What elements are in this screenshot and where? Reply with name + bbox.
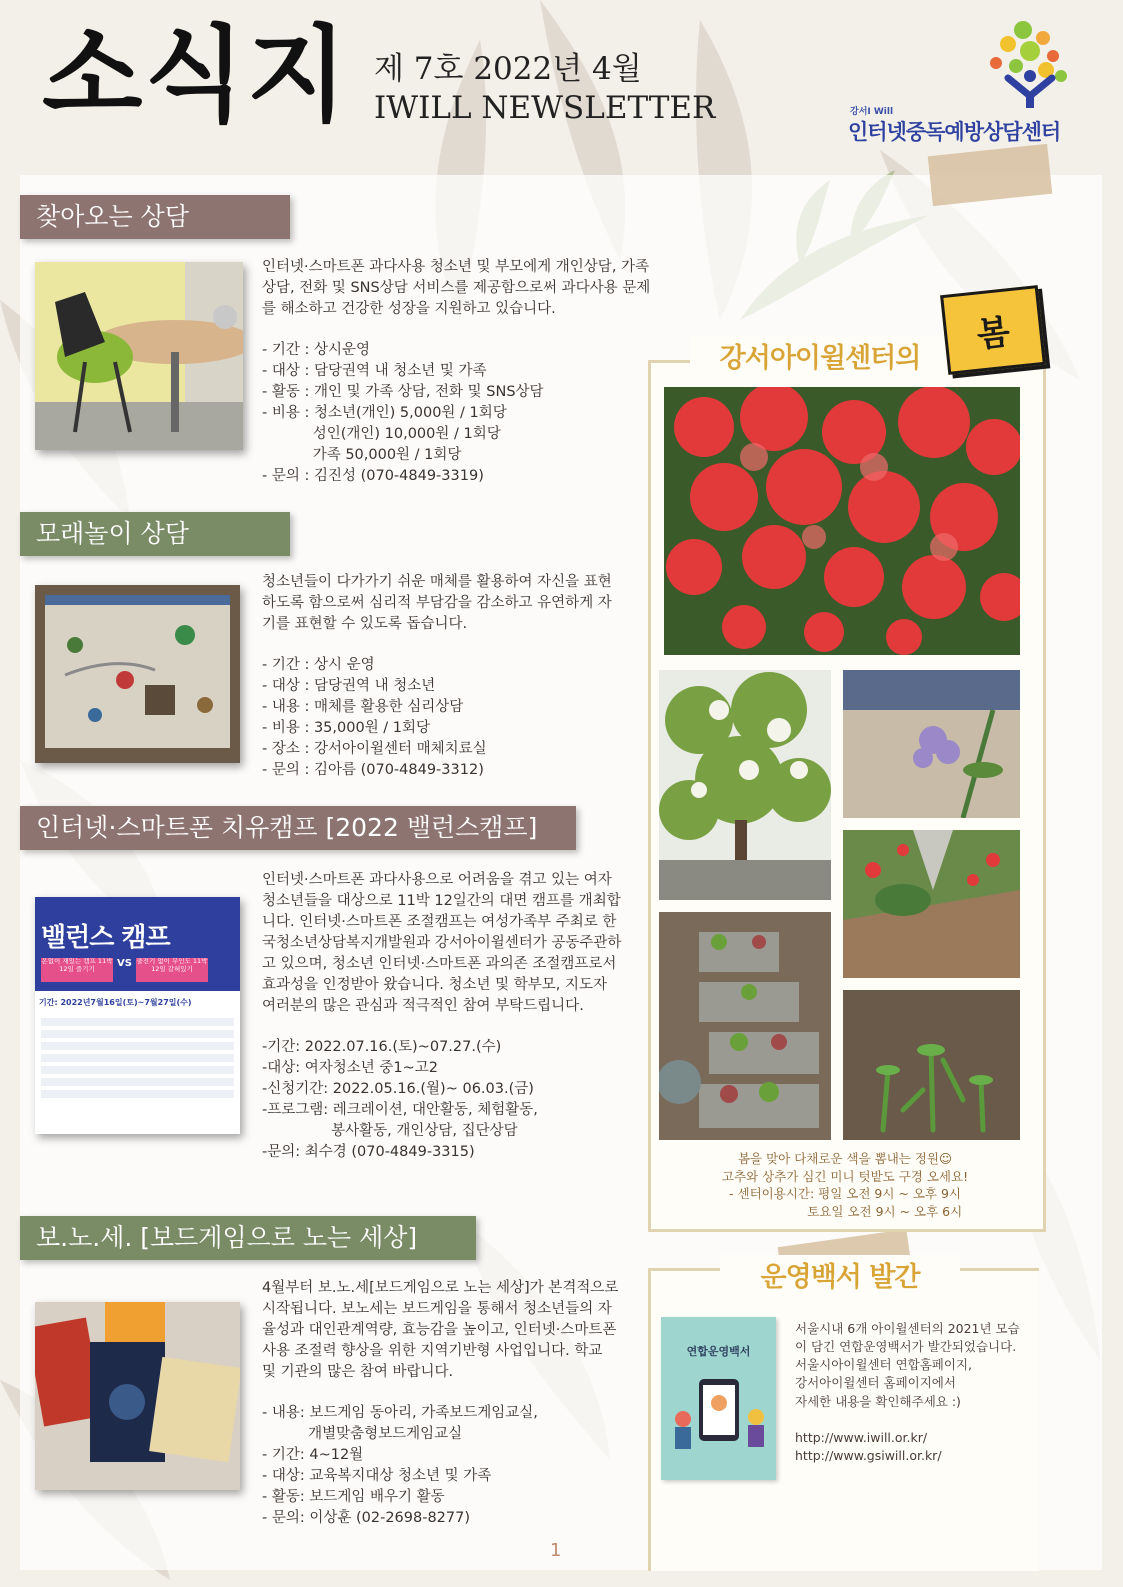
detail-line: - 문의 : 김아름 (070-4849-3312) xyxy=(262,762,484,779)
caption-line: - 센터이용시간: 평일 오전 9시 ~ 오후 9시 xyxy=(729,1186,961,1201)
detail-line: - 활동 : 개인 및 가족 상담, 전화 및 SNS상담 xyxy=(262,384,544,401)
caption-line: 봄을 맞아 다채로운 색을 뽐내는 정원☺ xyxy=(737,1151,953,1166)
whitepaper-cover-illustration xyxy=(661,1359,776,1469)
section-heading-sandplay: 모래놀이 상담 xyxy=(20,512,290,556)
detail-line: -문의: 최수경 (070-4849-3315) xyxy=(262,1144,475,1161)
detail-line: - 대상: 교육복지대상 청소년 및 가족 xyxy=(262,1468,492,1485)
logo-small-text: 강서I Will xyxy=(850,107,894,117)
detail-line: - 문의 : 김진성 (070-4849-3319) xyxy=(262,468,484,485)
whitepaper-cover-title: 연합운영백서 xyxy=(686,1345,751,1358)
board-game-photo xyxy=(35,1302,240,1490)
issue-number: 제 7호 2022년 4월 xyxy=(374,51,642,87)
detail-line: - 활동: 보드게임 배우기 활동 xyxy=(262,1489,445,1506)
whitepaper-line: 강서아이윌센터 홈페이지에서 xyxy=(795,1375,956,1391)
whitepaper-title: 운영백서 발간 xyxy=(720,1255,960,1294)
caption-line: 토요일 오전 9시 ~ 오후 6시 xyxy=(727,1203,963,1219)
detail-line: - 기간 : 상시운영 xyxy=(262,342,370,359)
section-sandplay-body xyxy=(262,572,612,781)
detail-line: - 내용: 보드게임 동아리, 가족보드게임교실, xyxy=(262,1405,538,1422)
iwill-link[interactable]: http://www.iwill.or.kr/ xyxy=(795,1429,928,1445)
section-heading-visit-counseling: 찾아오는 상담 xyxy=(20,195,290,239)
section-intro: 4월부터 보.노.세[보드게임으로 노는 세상]가 본격적으로 시작됩니다. 보노세는 보드게임을 통해서 청소년들의 자율성과 대인관계역량, 효능감을 높이고, 인터넷·스마트폰 사용 조절력 향상을 위한 지역기반형 사업입니다. 학교 및 기관의 많은 참여 바랍니다. xyxy=(262,1280,619,1381)
section-heading-balance-camp: 인터넷·스마트폰 치유캠프 [2022 밸런스캠프] xyxy=(20,806,576,850)
center-logo xyxy=(848,18,1080,143)
whitepaper-line: 서울시아이윌센터 연합홈페이지, xyxy=(795,1357,972,1373)
logo-mark-icon xyxy=(848,18,1080,108)
poster-detail-rows xyxy=(35,1018,240,1098)
gsiwill-link[interactable]: http://www.gsiwill.or.kr/ xyxy=(795,1447,942,1463)
poster-vs: VS xyxy=(117,958,132,969)
detail-line: 가족 50,000원 / 1회당 xyxy=(262,447,462,464)
newsletter-subtitle: IWILL NEWSLETTER xyxy=(374,89,716,126)
detail-line: - 대상 : 담당권역 내 청소년 xyxy=(262,678,436,695)
vegetable-planters-photo xyxy=(659,912,831,1140)
lilac-photo xyxy=(843,670,1020,818)
poster-left-badge: 온없이 재있는 캠프 11박12일 즐기기 xyxy=(41,958,113,982)
detail-line: - 비용 : 35,000원 / 1회당 xyxy=(262,720,431,737)
detail-line: - 기간: 4~12월 xyxy=(262,1447,364,1464)
spring-badge: 봄 xyxy=(940,285,1046,375)
whitepaper-cover xyxy=(661,1317,776,1480)
pepper-seedlings-photo xyxy=(843,990,1020,1140)
whitepaper-line: 자세한 내용을 확인해주세요 :) xyxy=(795,1393,961,1409)
azalea-photo xyxy=(664,387,1020,655)
detail-line: - 대상 : 담당권역 내 청소년 및 가족 xyxy=(262,363,487,380)
page-number: 1 xyxy=(550,1540,562,1561)
issue-info xyxy=(374,50,715,128)
detail-line: -기간: 2022.07.16.(토)~07.27.(수) xyxy=(262,1039,502,1056)
detail-line: - 문의: 이상훈 (02-2698-8277) xyxy=(262,1510,471,1527)
detail-line: - 장소 : 강서아이윌센터 매체치료실 xyxy=(262,741,487,758)
section-visit-counseling-body xyxy=(262,257,654,487)
detail-line: -신청기간: 2022.05.16.(월)~ 06.03.(금) xyxy=(262,1081,534,1098)
poster-right-badge: 출전기 없이 무인도 11박12일 갈혀있기 xyxy=(136,958,208,982)
section-intro: 인터넷·스마트폰 과다사용으로 어려움을 겪고 있는 여자청소년들을 대상으로 11박 12일간의 대면 캠프를 개최합니다. 인터넷·스마트폰 조절캠프는 여성가족부 주최로 한국청소년상담복지개발원과 강서아이윌센터가 공동주관하고 있으며, 청소년 인터넷·스마트폰 과의존 조절캠프로서 효과성을 인정받아 왔습니다. 청소년 및 학부모, 지도자 여러분의 많은 관심과 적극적인 참여 부탁드립니다. xyxy=(262,872,622,1015)
section-board-games-body xyxy=(262,1278,620,1529)
counseling-room-photo xyxy=(35,262,243,450)
sandplay-photo xyxy=(35,585,240,763)
section-balance-camp-body xyxy=(262,870,622,1163)
logo-center-name: 인터넷중독예방상담센터 xyxy=(848,120,1061,144)
detail-line: 개별맞춤형보드게임교실 xyxy=(262,1426,463,1443)
poster-header xyxy=(35,897,240,991)
section-intro: 인터넷·스마트폰 과다사용 청소년 및 부모에게 개인상담, 가족상담, 전화 및 SNS상담 서비스를 제공함으로써 과다사용 문제를 해소하고 건강한 성장을 지원하고 있습니다. xyxy=(262,259,651,318)
garden-path-photo xyxy=(843,830,1020,978)
blossom-tree-photo xyxy=(659,670,831,900)
detail-line: - 기간 : 상시 운영 xyxy=(262,657,375,674)
spring-garden-title: 강서아이윌센터의 xyxy=(690,336,950,375)
newsletter-title: 소식지 xyxy=(42,13,350,136)
detail-line: -대상: 여자청소년 중1~고2 xyxy=(262,1060,438,1077)
detail-line: - 내용 : 매체를 활용한 심리상담 xyxy=(262,699,464,716)
poster-period: 기간: 2022년7월16일(토)~7월27일(수) xyxy=(39,998,192,1007)
detail-line: -프로그램: 레크레이션, 대안활동, 체험활동, xyxy=(262,1102,538,1119)
balance-camp-poster xyxy=(35,897,240,1134)
poster-title: 밸런스 캠프 xyxy=(41,923,170,953)
whitepaper-line xyxy=(795,1411,1025,1429)
detail-line: 성인(개인) 10,000원 / 1회당 xyxy=(262,426,501,443)
whitepaper-description xyxy=(795,1320,1025,1465)
section-intro: 청소년들이 다가가기 쉬운 매체를 활용하여 자신을 표현하도록 함으로써 심리적 부담감을 감소하고 유연하게 자기를 표현할 수 있도록 돕습니다. xyxy=(262,574,612,633)
section-heading-board-games: 보.노.세. [보드게임으로 노는 세상] xyxy=(20,1216,476,1260)
detail-line: 봉사활동, 개인상담, 집단상담 xyxy=(262,1123,518,1140)
spring-garden-caption xyxy=(660,1150,1030,1220)
caption-line: 고추와 상추가 심긴 미니 텃밭도 구경 오세요! xyxy=(721,1168,969,1184)
whitepaper-line: 서울시내 6개 아이윌센터의 2021년 모습이 담긴 연합운영백서가 발간되었습니다. xyxy=(795,1321,1020,1355)
detail-line: - 비용 : 청소년(개인) 5,000원 / 1회당 xyxy=(262,405,507,422)
